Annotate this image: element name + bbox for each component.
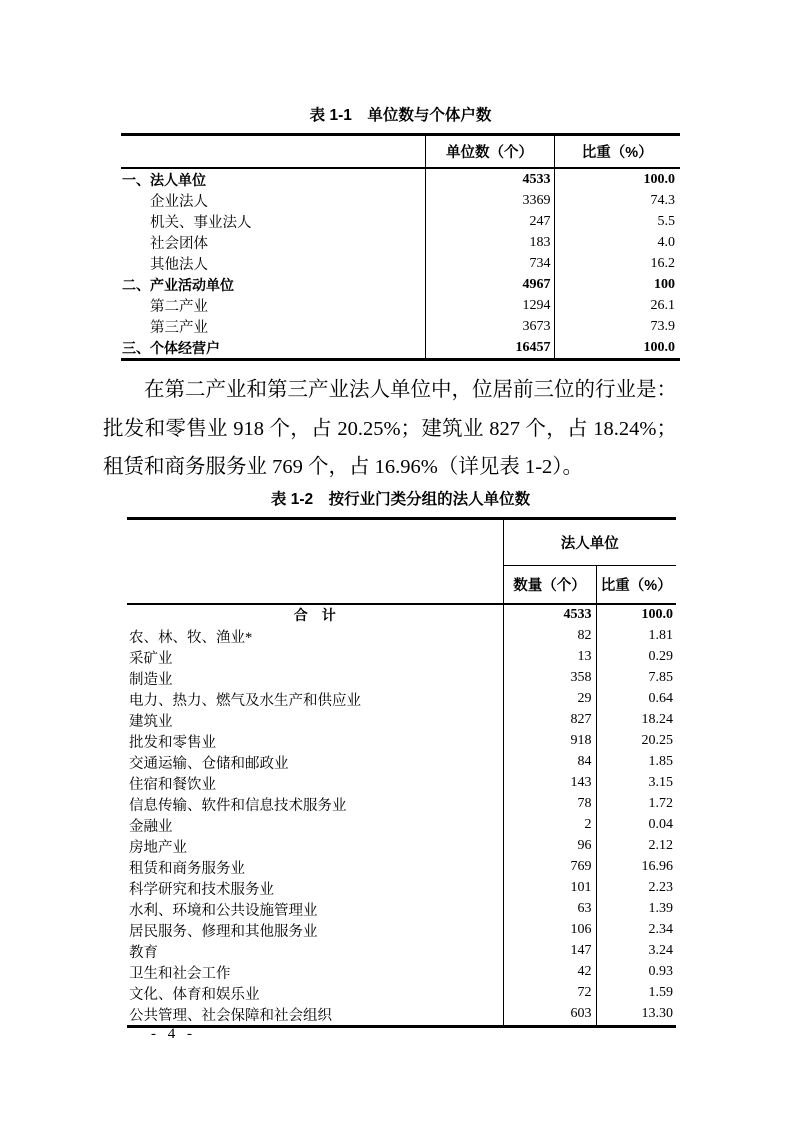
share-cell: 0.04 (596, 815, 676, 836)
share-cell: 100 (554, 274, 680, 295)
table1-units-and-individuals (121, 133, 680, 361)
row-label: 房地产业 (129, 839, 187, 856)
table2-group-header-row (127, 519, 676, 566)
count-cell: 13 (503, 647, 596, 668)
row-label: 批发和零售业 (129, 734, 216, 751)
count-cell: 2 (503, 815, 596, 836)
table-row (127, 794, 676, 815)
table-row (127, 668, 676, 689)
table2-group-header: 法人单位 (503, 519, 676, 566)
row-label: 农、林、牧、渔业* (129, 629, 253, 646)
table-row (127, 626, 676, 647)
table-row (121, 253, 680, 274)
row-label: 第三产业 (150, 320, 208, 336)
share-cell: 4.0 (554, 232, 680, 253)
row-label: 其他法人 (150, 257, 208, 273)
count-cell: 769 (503, 857, 596, 878)
row-label: 电力、热力、燃气及水生产和供应业 (129, 692, 361, 709)
intro-paragraph: 在第二产业和第三产业法人单位中，位居前三位的行业是：批发和零售业 918 个，占 20.25%；建筑业 827 个，占 18.24%；租赁和商务服务业 769 个，占 16.96%（详见表 1-2）。 (103, 379, 677, 478)
table2-header-count: 数量（个） (503, 566, 596, 605)
row-label: 教育 (129, 944, 158, 961)
share-cell: 0.29 (596, 647, 676, 668)
share-cell: 1.59 (596, 983, 676, 1004)
table-row (121, 316, 680, 337)
count-cell: 247 (425, 211, 554, 232)
share-cell: 13.30 (596, 1004, 676, 1027)
table-row-total (127, 604, 676, 626)
row-label: 文化、体育和娱乐业 (129, 986, 260, 1003)
table-row (127, 752, 676, 773)
table-row (127, 731, 676, 752)
share-cell: 2.34 (596, 920, 676, 941)
share-cell: 2.23 (596, 878, 676, 899)
count-cell: 4533 (425, 168, 554, 190)
table-row (127, 815, 676, 836)
share-cell: 74.3 (554, 190, 680, 211)
share-cell: 100.0 (596, 604, 676, 626)
count-cell: 96 (503, 836, 596, 857)
table1-title: 表 1-1 单位数与个体户数 (309, 107, 492, 124)
share-cell: 0.93 (596, 962, 676, 983)
table-row (127, 836, 676, 857)
row-label: 企业法人 (150, 194, 208, 210)
share-cell: 0.64 (596, 689, 676, 710)
count-cell: 72 (503, 983, 596, 1004)
share-cell: 16.96 (596, 857, 676, 878)
row-label: 交通运输、仓储和邮政业 (129, 755, 289, 772)
row-label: 机关、事业法人 (150, 215, 252, 231)
count-cell: 29 (503, 689, 596, 710)
table1-header-count: 单位数（个） (425, 135, 554, 169)
table-row (127, 878, 676, 899)
table-row (127, 1004, 676, 1027)
share-cell: 16.2 (554, 253, 680, 274)
table-row (127, 962, 676, 983)
share-cell: 73.9 (554, 316, 680, 337)
share-cell: 3.24 (596, 941, 676, 962)
row-label: 金融业 (129, 818, 173, 835)
table-row (121, 168, 680, 190)
table1-header-blank (121, 135, 425, 169)
share-cell: 1.81 (596, 626, 676, 647)
row-label: 卫生和社会工作 (129, 965, 231, 982)
table2-legal-entities-by-industry (127, 517, 676, 1028)
count-cell: 183 (425, 232, 554, 253)
row-label: 一、法人单位 (122, 171, 206, 188)
count-cell: 84 (503, 752, 596, 773)
share-cell: 1.72 (596, 794, 676, 815)
share-cell: 5.5 (554, 211, 680, 232)
share-cell: 3.15 (596, 773, 676, 794)
row-label: 采矿业 (129, 650, 173, 667)
table-row (127, 689, 676, 710)
count-cell: 143 (503, 773, 596, 794)
count-cell: 734 (425, 253, 554, 274)
table-row (121, 232, 680, 253)
row-label: 科学研究和技术服务业 (129, 881, 274, 898)
count-cell: 918 (503, 731, 596, 752)
count-cell: 3673 (425, 316, 554, 337)
share-cell: 100.0 (554, 337, 680, 360)
table-row (127, 710, 676, 731)
row-label: 居民服务、修理和其他服务业 (129, 923, 318, 940)
table1-header-row (121, 135, 680, 169)
table-row (127, 857, 676, 878)
row-label: 第二产业 (150, 299, 208, 315)
table-row (127, 773, 676, 794)
count-cell: 3369 (425, 190, 554, 211)
count-cell: 63 (503, 899, 596, 920)
count-cell: 603 (503, 1004, 596, 1027)
row-label: 信息传输、软件和信息技术服务业 (129, 797, 347, 814)
row-label: 公共管理、社会保障和社会组织 (129, 1007, 332, 1024)
count-cell: 4967 (425, 274, 554, 295)
count-cell: 4533 (503, 604, 596, 626)
share-cell: 18.24 (596, 710, 676, 731)
share-cell: 7.85 (596, 668, 676, 689)
table2-header-share: 比重（%） (596, 566, 676, 605)
row-label: 二、产业活动单位 (122, 276, 234, 293)
count-cell: 42 (503, 962, 596, 983)
table-row (121, 211, 680, 232)
count-cell: 106 (503, 920, 596, 941)
count-cell: 827 (503, 710, 596, 731)
row-label: 三、个体经营户 (122, 339, 220, 356)
row-label: 住宿和餐饮业 (129, 776, 216, 793)
row-label: 建筑业 (129, 713, 173, 730)
share-cell: 1.39 (596, 899, 676, 920)
table-row (127, 920, 676, 941)
count-cell: 82 (503, 626, 596, 647)
row-label: 制造业 (129, 671, 173, 688)
table-row (121, 190, 680, 211)
share-cell: 100.0 (554, 168, 680, 190)
table-row (121, 337, 680, 360)
count-cell: 147 (503, 941, 596, 962)
count-cell: 78 (503, 794, 596, 815)
count-cell: 1294 (425, 295, 554, 316)
count-cell: 101 (503, 878, 596, 899)
count-cell: 358 (503, 668, 596, 689)
table-row (127, 647, 676, 668)
table-row (121, 295, 680, 316)
row-label: 社会团体 (150, 236, 208, 252)
table-row (127, 941, 676, 962)
share-cell: 20.25 (596, 731, 676, 752)
row-label: 水利、环境和公共设施管理业 (129, 902, 318, 919)
share-cell: 26.1 (554, 295, 680, 316)
table-row (121, 274, 680, 295)
page-number: - 4 - (151, 1026, 196, 1042)
row-label: 合 计 (293, 607, 336, 624)
share-cell: 1.85 (596, 752, 676, 773)
table2-title: 表 1-2 按行业门类分组的法人单位数 (270, 491, 531, 508)
row-label: 租赁和商务服务业 (129, 860, 245, 877)
share-cell: 2.12 (596, 836, 676, 857)
table2-header-blank (127, 519, 503, 605)
table-row (127, 983, 676, 1004)
table1-header-share: 比重（%） (554, 135, 680, 169)
table-row (127, 899, 676, 920)
count-cell: 16457 (425, 337, 554, 360)
